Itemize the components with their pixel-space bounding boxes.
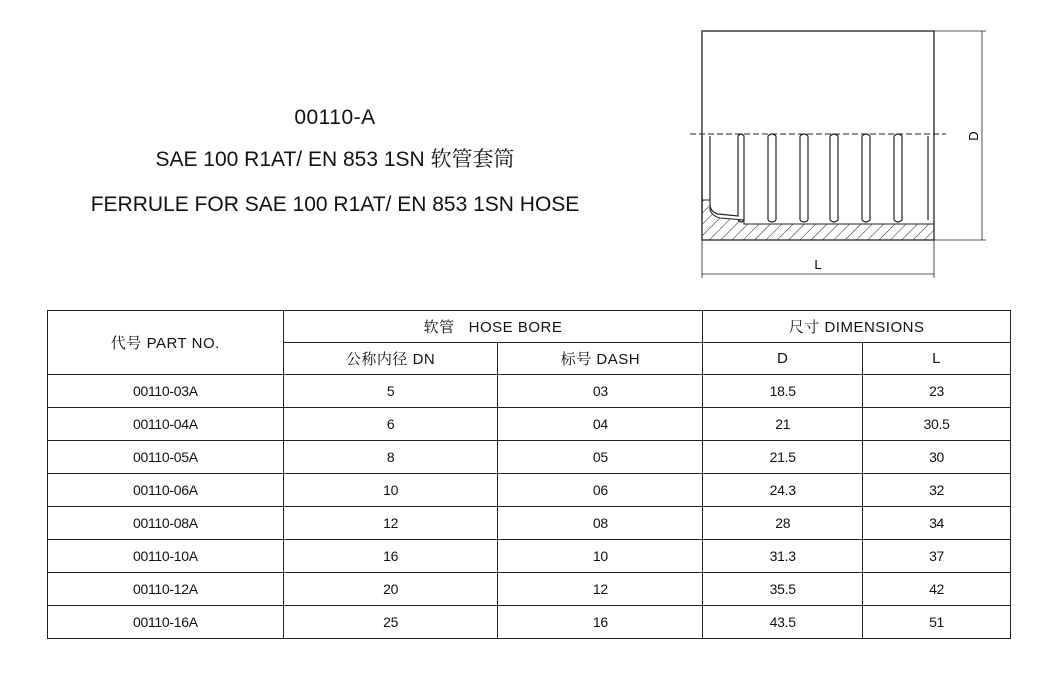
cell-d: 31.3	[703, 540, 863, 573]
model-title: 00110-A	[294, 106, 376, 129]
hatched-section	[702, 200, 934, 240]
table-row	[48, 441, 1011, 474]
ferrule-outline	[702, 31, 934, 240]
cell-dn: 8	[283, 441, 498, 474]
subtitle-cn: SAE 100 R1AT/ EN 853 1SN 软管套筒	[155, 148, 515, 171]
header-l: L	[863, 343, 1011, 375]
cell-dn: 16	[283, 540, 498, 573]
header-d: D	[703, 343, 863, 375]
table-row	[48, 375, 1011, 408]
cell-dash: 06	[498, 474, 703, 507]
cell-dn: 10	[283, 474, 498, 507]
cell-d: 21	[703, 408, 863, 441]
inner-ridges	[702, 134, 928, 222]
spec-table	[47, 310, 1011, 639]
cell-dash: 03	[498, 375, 703, 408]
table-row	[48, 474, 1011, 507]
cell-part: 00110-05A	[48, 441, 284, 474]
cell-dash: 05	[498, 441, 703, 474]
table-row	[48, 540, 1011, 573]
cell-dash: 10	[498, 540, 703, 573]
cell-part: 00110-06A	[48, 474, 284, 507]
dimension-d-label: D	[966, 131, 981, 141]
subtitle-en: FERRULE FOR SAE 100 R1AT/ EN 853 1SN HOSE	[90, 193, 580, 216]
table-row	[48, 573, 1011, 606]
header-dn: 公称内径 DN	[283, 343, 498, 375]
cell-d: 28	[703, 507, 863, 540]
cell-l: 32	[863, 474, 1011, 507]
cell-d: 35.5	[703, 573, 863, 606]
header-part-no: 代号 PART NO.	[48, 311, 284, 375]
cell-dn: 12	[283, 507, 498, 540]
cell-l: 23	[863, 375, 1011, 408]
title-block	[0, 98, 670, 228]
cell-part: 00110-10A	[48, 540, 284, 573]
header-dash: 标号 DASH	[498, 343, 703, 375]
cell-l: 51	[863, 606, 1011, 639]
cell-d: 18.5	[703, 375, 863, 408]
cell-dash: 16	[498, 606, 703, 639]
dimension-l-label: L	[814, 257, 822, 272]
table-row	[48, 408, 1011, 441]
cell-part: 00110-04A	[48, 408, 284, 441]
cell-dash: 04	[498, 408, 703, 441]
header-hose-bore: 软管 HOSE BORE	[283, 311, 703, 343]
cell-l: 34	[863, 507, 1011, 540]
cell-dn: 5	[283, 375, 498, 408]
cell-d: 21.5	[703, 441, 863, 474]
cell-part: 00110-03A	[48, 375, 284, 408]
ferrule-drawing	[680, 20, 1010, 285]
header-dimensions: 尺寸 DIMENSIONS	[703, 311, 1011, 343]
cell-dn: 6	[283, 408, 498, 441]
table-row	[48, 507, 1011, 540]
cell-part: 00110-12A	[48, 573, 284, 606]
cell-l: 42	[863, 573, 1011, 606]
cell-part: 00110-08A	[48, 507, 284, 540]
table-row	[48, 606, 1011, 639]
cell-l: 37	[863, 540, 1011, 573]
cell-d: 24.3	[703, 474, 863, 507]
cell-d: 43.5	[703, 606, 863, 639]
cell-part: 00110-16A	[48, 606, 284, 639]
cell-dash: 12	[498, 573, 703, 606]
cell-dash: 08	[498, 507, 703, 540]
cell-l: 30	[863, 441, 1011, 474]
cell-dn: 20	[283, 573, 498, 606]
cell-dn: 25	[283, 606, 498, 639]
cell-l: 30.5	[863, 408, 1011, 441]
